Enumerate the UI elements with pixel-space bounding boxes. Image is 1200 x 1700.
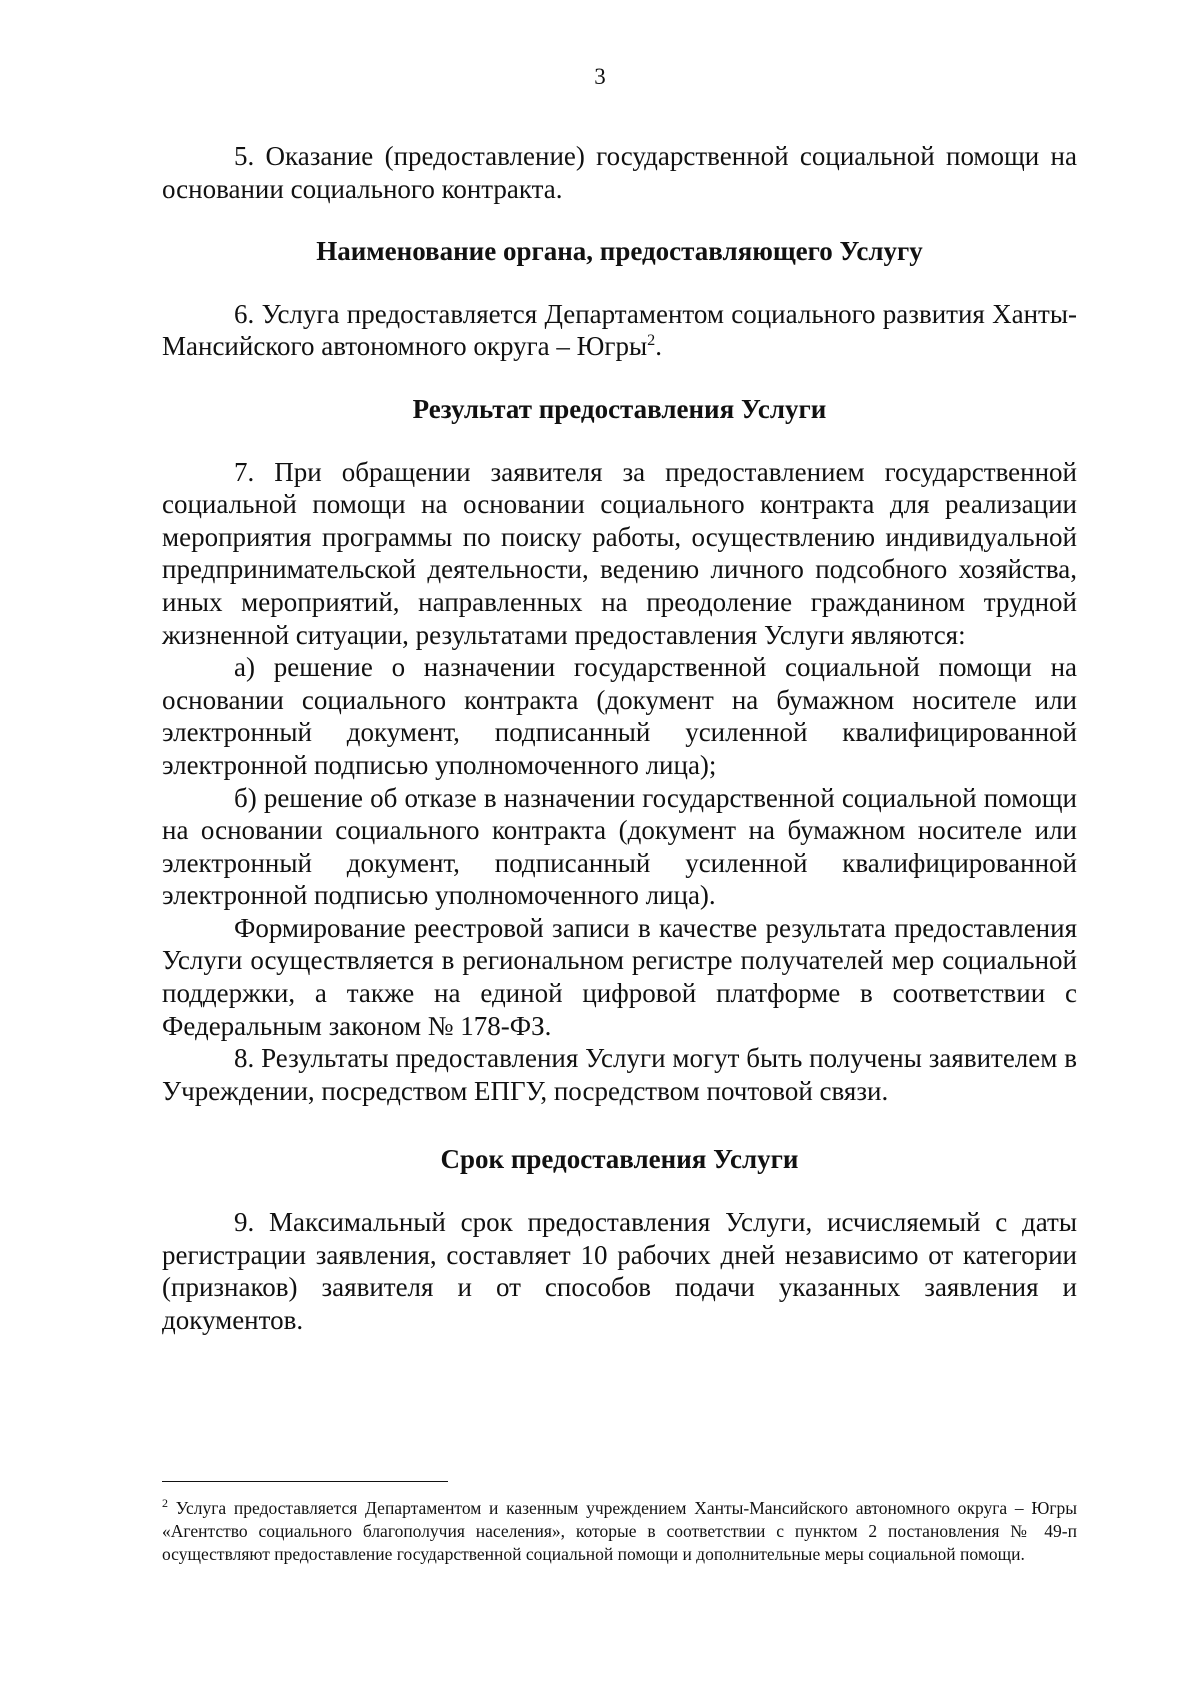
paragraph-7: 7. При обращении заявителя за предоставлением государственной социальной помощи на основании социального контракта для реализации мероприятия программы по поиску работы, осуществлению индивидуальной предпринимательской деятельности, ведению личного подсобного хозяйства, иных мероприятий, направленных на преодоление гражданином трудной жизненной ситуации, результатами предоставления Услуги являются: — [162, 456, 1077, 650]
footnote-mark: 2 — [162, 1496, 168, 1511]
document-body — [162, 140, 1077, 1336]
heading-service-result: Результат предоставления Услуги — [412, 393, 827, 424]
paragraph-6 — [162, 298, 1077, 363]
footnote — [162, 1497, 1077, 1566]
paragraph-8: 8. Результаты предоставления Услуги могут быть получены заявителем в Учреждении, посредством ЕПГУ, посредством почтовой связи. — [162, 1043, 1077, 1106]
footnote-divider — [162, 1481, 448, 1482]
footnote-text: Услуга предоставляется Департаментом и казенным учреждением Ханты-Мансийского автономного округа – Югры «Агентство социального благополучия населения», которые в соответствии с пунктом 2 постановления № 49-п осуществляют предоставление государственной социальной помощи и дополнительные меры социальной помощи. — [162, 1498, 1078, 1564]
heading-service-term: Срок предоставления Услуги — [440, 1144, 799, 1175]
paragraph-6-tail: . — [655, 331, 662, 362]
paragraph-registry-record: Формирование реестровой записи в качестве результата предоставления Услуги осуществляется в региональном регистре получателей мер социальной поддержки, а также на единой цифровой платформе в соответствии с Федеральным законом № 178-ФЗ. — [162, 912, 1077, 1041]
paragraph-9: 9. Максимальный срок предоставления Услуги, исчисляемый с даты регистрации заявления, составляет 10 рабочих дней независимо от категории (признаков) заявителя и от способов подачи указанных заявления и документов. — [162, 1207, 1077, 1335]
paragraph-5: 5. Оказание (предоставление) государственной социальной помощи на основании социального контракта. — [162, 141, 1077, 204]
footnote-reference: 2 — [647, 331, 656, 350]
heading-service-provider: Наименование органа, предоставляющего Услугу — [316, 236, 923, 267]
paragraph-6-text: 6. Услуга предоставляется Департаментом социального развития Ханты-Мансийского автономного округа – Югры — [162, 298, 1077, 362]
paragraph-7a: а) решение о назначении государственной социальной помощи на основании социального контракта (документ на бумажном носителе или электронный документ, подписанный усиленной квалифицированной электронной подписью уполномоченного лица); — [162, 652, 1077, 780]
page-number: 3 — [594, 64, 606, 89]
paragraph-7b: б) решение об отказе в назначении государственной социальной помощи на основании социального контракта (документ на бумажном носителе или электронный документ, подписанный усиленной квалифицированной электронной подписью уполномоченного лица). — [162, 782, 1077, 911]
